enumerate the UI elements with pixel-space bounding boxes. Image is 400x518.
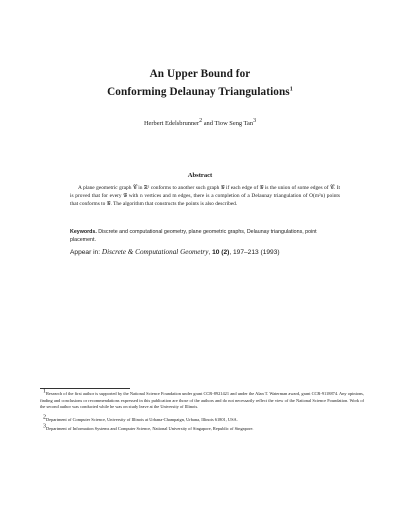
footnote-1-text: Research of the first author is supported by the National Science Foundation under grant CCR-8921421 and under the Alan T. Waterman award, grant CCR-9118874. Any opinions, finding and conclusions or recommendations expressed in this publication are those of the authors and do not necessarily reflect the view of the National Science Foundation. Work of the second author was conducted while he was on study leave at the University of Illinois.: [40, 391, 364, 409]
journal-name: Discrete & Computational Geometry: [101, 248, 209, 256]
appear-in: [70, 248, 360, 256]
keywords-text: Discrete and computational geometry, plane geometric graphs, Delaunay triangulations, point placement.: [70, 229, 317, 243]
title-line-1: An Upper Bound for: [149, 68, 251, 80]
abstract-text: A plane geometric graph 𝒞 in ℝ² conforms to another such graph 𝒢 if each edge of 𝒢 is the union of some edges of 𝒞. It is proved that for every 𝒢 with n vertices and m edges, there is a completion of a Delaunay triangulation of O(m²n) points that conforms to 𝒢. The algorithm that constructs the points is also described.: [70, 185, 340, 207]
footnote-2-text: Department of Computer Science, University of Illinois at Urbana-Champaign, Urbana, Illinois 61801, USA.: [46, 417, 238, 422]
journal-pages: , 197–213 (1993): [229, 249, 280, 256]
journal-volume: 10 (2): [212, 249, 230, 256]
footnote-rule: [40, 388, 130, 389]
title-footnote-mark: 1: [289, 86, 293, 93]
author-2-mark: 3: [253, 117, 257, 124]
footnote-1: [40, 388, 364, 411]
title-text: Conforming Delaunay Triangulations: [107, 86, 290, 98]
appear-sep: ,: [208, 249, 213, 256]
author-1: Herbert Edelsbrunner: [143, 120, 200, 127]
footnote-2-mark: 2: [43, 414, 46, 421]
keywords: [70, 228, 340, 244]
footnote-3: [40, 423, 364, 433]
keywords-label: Keywords.: [70, 229, 97, 235]
footnote-3-text: Department of Information Systems and Computer Science, National University of Singapore, Republic of Singapore.: [46, 426, 254, 431]
title-line-2: [0, 86, 400, 98]
authors-and: and: [202, 120, 215, 127]
abstract-heading: Abstract: [187, 172, 213, 179]
author-1-mark: 2: [199, 117, 203, 124]
author-2: Tiow Seng Tan: [214, 120, 254, 127]
footnote-1-mark: 1: [43, 388, 46, 395]
appear-prefix: Appear in:: [70, 249, 102, 256]
footnote-3-mark: 3: [43, 423, 46, 430]
authors: [0, 117, 400, 127]
footnote-2: [40, 414, 364, 424]
